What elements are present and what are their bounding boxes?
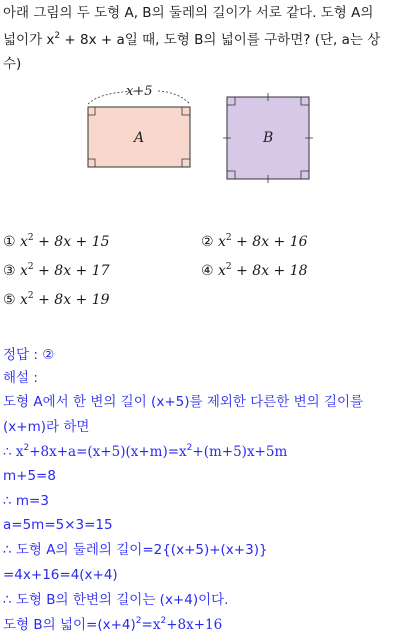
choice-4-x: x (218, 263, 226, 279)
choice-1-rest: + 8x + 15 (33, 234, 110, 250)
solution-line-3-sup1: 2 (23, 443, 30, 453)
choice-2-num: ② (201, 234, 214, 250)
choice-5-rest: + 8x + 19 (33, 292, 110, 308)
problem-line-2-b: + 8x + a일 때, 도형 B의 넓이를 구하면? (단, a는 상 (60, 32, 381, 48)
choice-5-x: x (20, 292, 28, 308)
choice-5-num: ⑤ (3, 292, 16, 308)
solution-line-1: 도형 A에서 한 변의 길이 (x+5)를 제외한 다른한 변의 길이를 (3, 394, 364, 410)
choice-1-x: x (20, 234, 28, 250)
choice-2-rest: + 8x + 16 (231, 234, 308, 250)
solution-line-4: m+5=8 (3, 468, 56, 484)
solution-line-9: ∴ 도형 B의 한변의 길이는 (x+4)이다. (3, 592, 229, 608)
choice-4[interactable] (201, 262, 308, 280)
choice-3-rest: + 8x + 17 (33, 263, 110, 279)
solution-line-2: (x+m)라 하면 (3, 419, 90, 435)
solution-line-3-c: +(m+5)x+5m (192, 444, 288, 460)
solution-line-3-sup2: 2 (186, 443, 193, 453)
choice-3[interactable] (3, 262, 110, 280)
choice-3-num: ③ (3, 263, 16, 279)
solution-line-10-sup2: 2 (160, 616, 167, 626)
solution-line-10-c: +8x+16 (166, 617, 223, 633)
solution-line-5: ∴ m=3 (3, 493, 49, 509)
problem-line-2-a: 넓이가 x (3, 32, 55, 48)
solution-line-10-a: 도형 B의 넓이=(x+4) (3, 617, 136, 633)
choice-1-num: ① (3, 234, 16, 250)
solution-line-10 (3, 616, 222, 634)
choice-4-num: ④ (201, 263, 214, 279)
problem-line-3: 수) (3, 56, 22, 72)
problem-line-2 (3, 31, 380, 49)
solution-line-3 (3, 443, 287, 461)
shape-a-label: A (134, 130, 145, 146)
solution-line-10-b: =x (141, 617, 161, 633)
shape-b-label: B (263, 130, 274, 146)
solution-heading: 해설 : (3, 370, 38, 386)
choice-1[interactable] (3, 233, 110, 251)
solution-line-3-a: ∴ x (3, 444, 24, 460)
choice-5[interactable] (3, 291, 110, 309)
choice-3-sup: 2 (27, 262, 34, 272)
choice-4-rest: + 8x + 18 (231, 263, 308, 279)
solution-line-3-b: +8x+a=(x+5)(x+m)=x (29, 444, 187, 460)
problem-exponent: 2 (54, 31, 61, 41)
problem-line-1: 아래 그림의 두 도형 A, B의 둘레의 길이가 서로 같다. 도형 A의 (3, 5, 374, 21)
choice-2[interactable] (201, 233, 308, 251)
figure (0, 82, 400, 192)
answer: 정답 : ② (3, 347, 55, 363)
dimension-label: x+5 (126, 84, 153, 99)
choice-2-x: x (218, 234, 226, 250)
solution-line-10-sup: 2 (135, 616, 142, 626)
choice-1-sup: 2 (27, 233, 34, 243)
choice-3-x: x (20, 263, 28, 279)
choice-2-sup: 2 (225, 233, 232, 243)
choice-5-sup: 2 (27, 291, 34, 301)
solution-line-6: a=5m=5×3=15 (3, 517, 113, 533)
solution-line-8: =4x+16=4(x+4) (3, 567, 118, 583)
choice-4-sup: 2 (225, 262, 232, 272)
solution-line-7: ∴ 도형 A의 둘레의 길이=2{(x+5)+(x+3)} (3, 542, 268, 558)
